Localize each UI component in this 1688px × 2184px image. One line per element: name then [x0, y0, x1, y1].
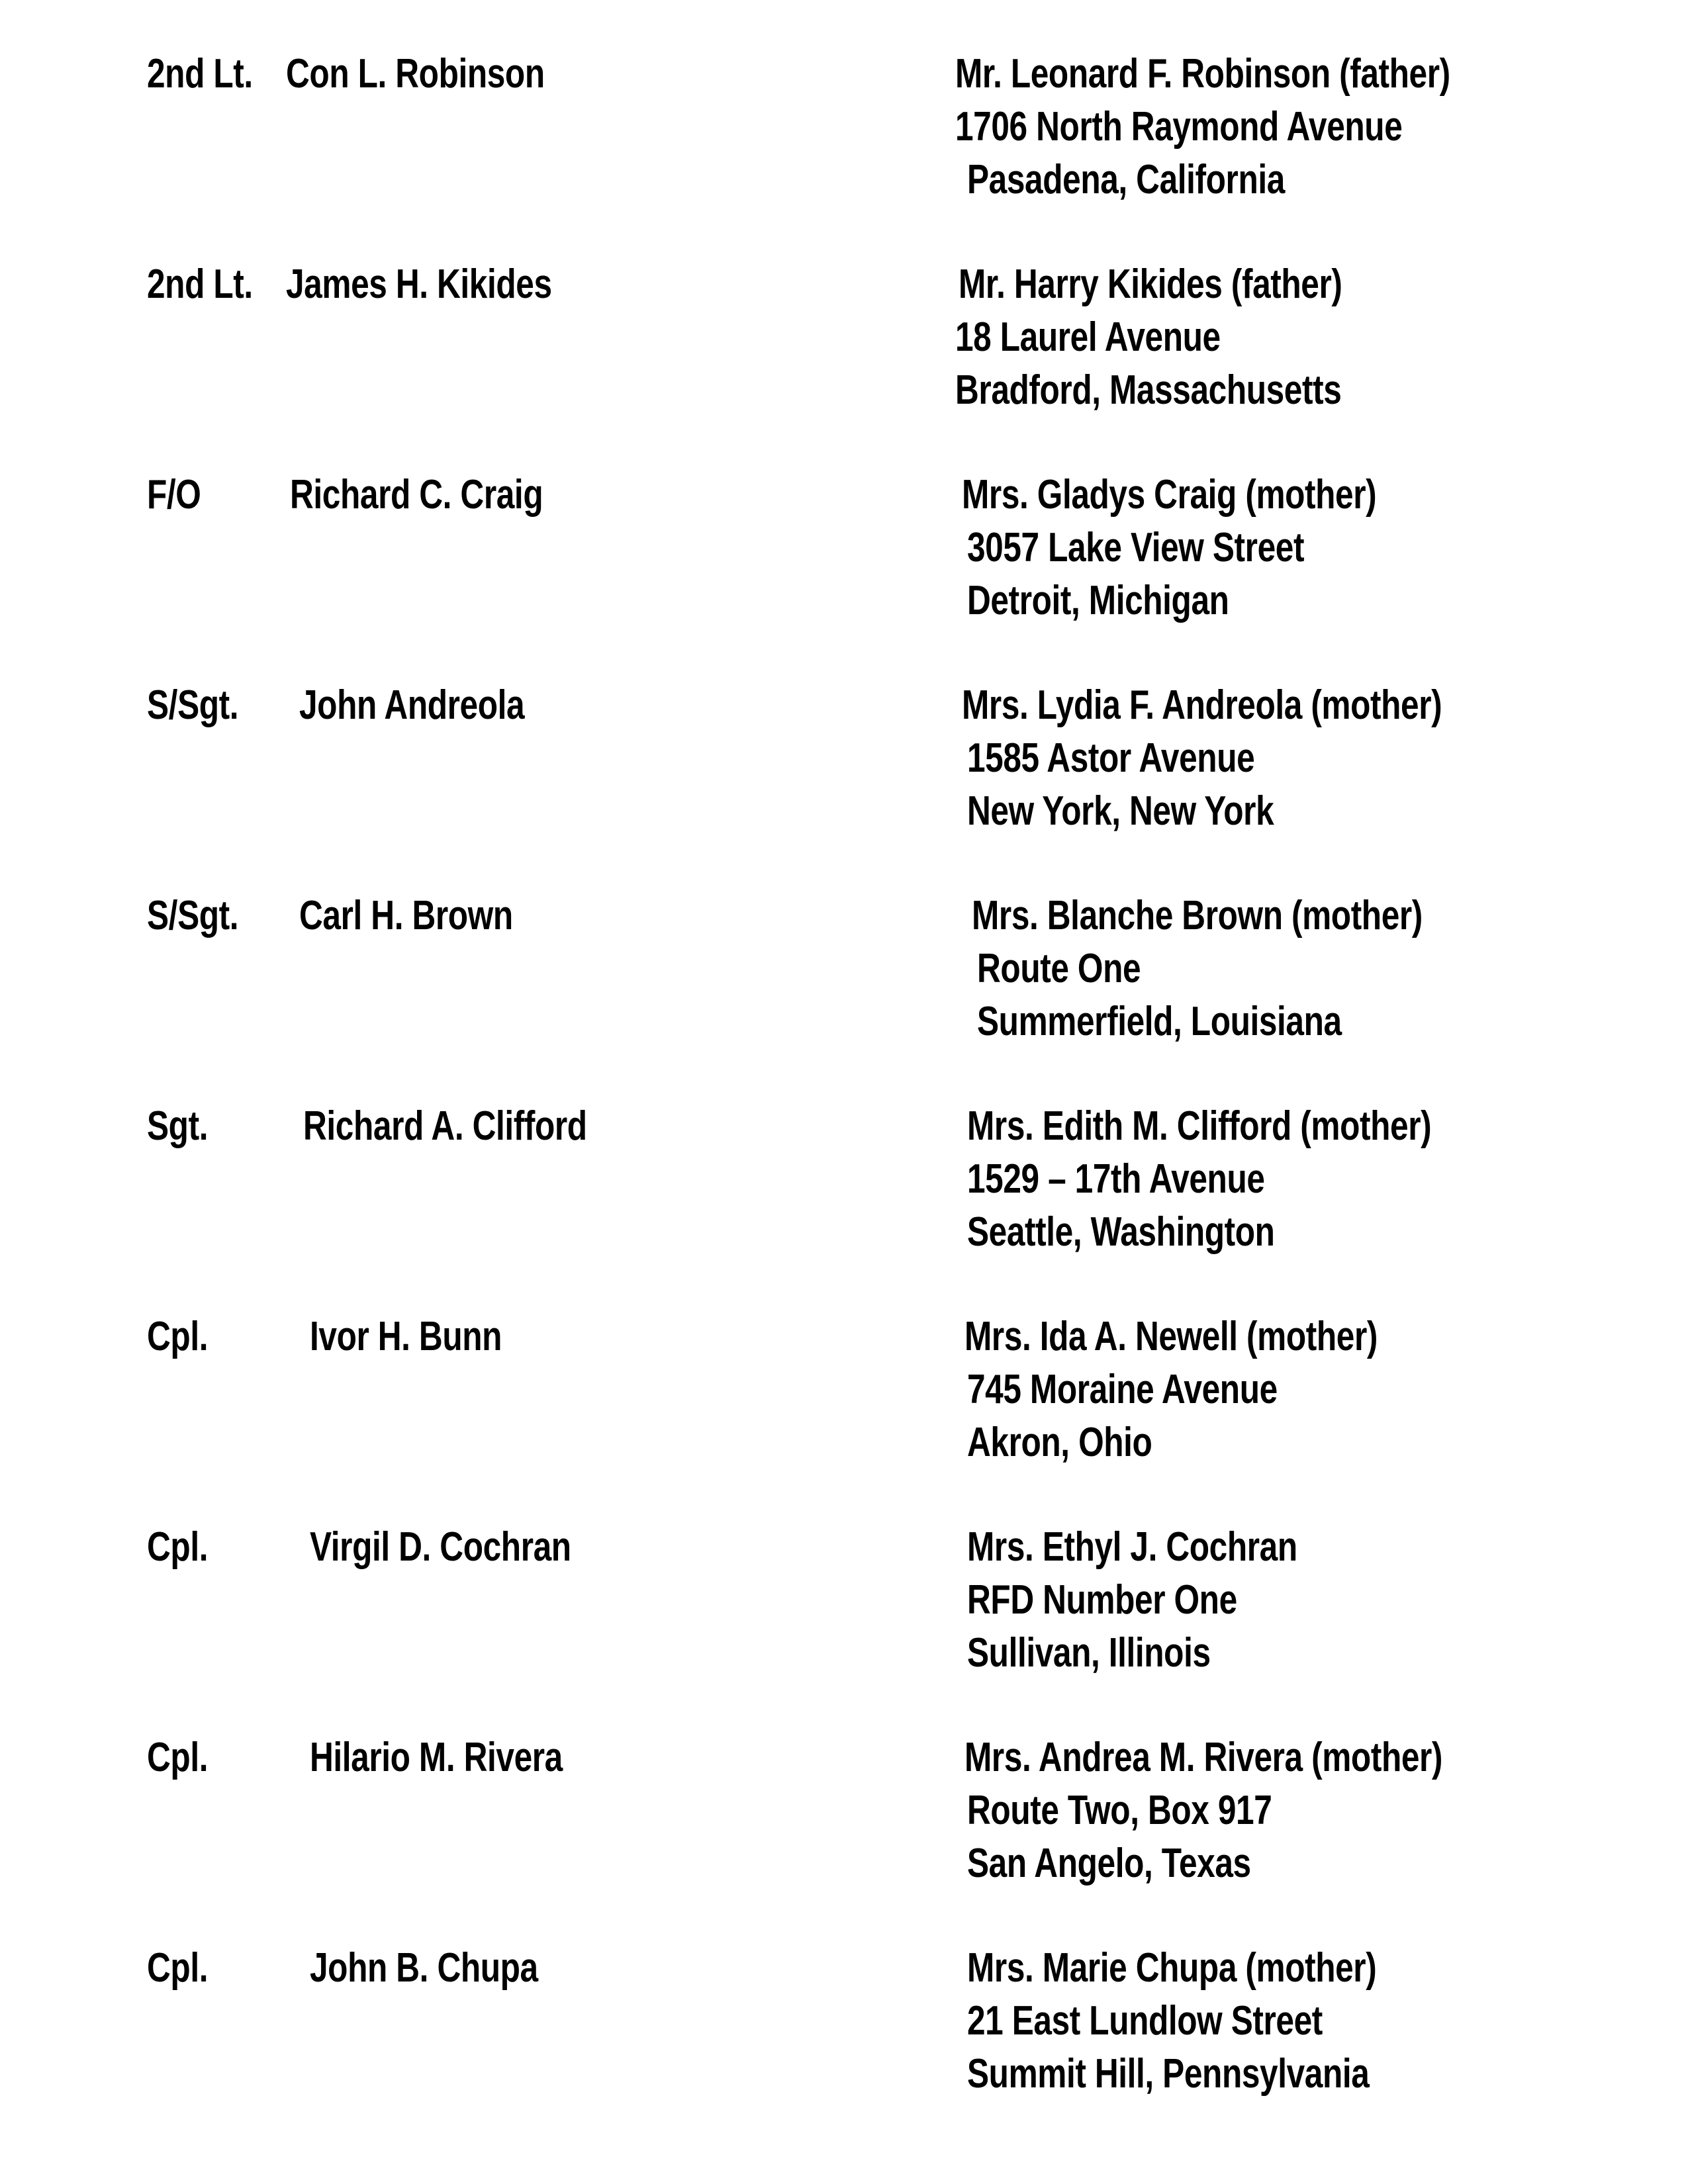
crew-name: John Andreola — [299, 682, 525, 728]
crew-name: Hilario M. Rivera — [310, 1735, 563, 1780]
contact-name: Mrs. Ida A. Newell (mother) — [964, 1314, 1378, 1359]
rank: Cpl. — [147, 1735, 209, 1780]
crew-entry — [0, 1731, 1688, 1930]
rank: Sgt. — [147, 1103, 209, 1149]
contact-name: Mrs. Ethyl J. Cochran — [967, 1524, 1297, 1570]
contact-street: 18 Laurel Avenue — [955, 314, 1221, 360]
crew-entry — [0, 469, 1688, 667]
rank: Cpl. — [147, 1314, 209, 1359]
contact-city: Summit Hill, Pennsylvania — [967, 2051, 1370, 2097]
crew-entry — [0, 1942, 1688, 2140]
contact-name: Mrs. Edith M. Clifford (mother) — [967, 1103, 1432, 1149]
crew-name: John B. Chupa — [310, 1945, 538, 1991]
crew-entry — [0, 1521, 1688, 1719]
crew-name: James H. Kikides — [286, 261, 552, 307]
contact-street: 1585 Astor Avenue — [967, 735, 1255, 781]
contact-street: Route Two, Box 917 — [967, 1788, 1272, 1833]
crew-entry — [0, 1100, 1688, 1298]
contact-name: Mr. Harry Kikides (father) — [959, 261, 1342, 307]
crew-name: Virgil D. Cochran — [310, 1524, 571, 1570]
contact-city: Sullivan, Illinois — [967, 1630, 1211, 1676]
contact-name: Mrs. Gladys Craig (mother) — [962, 472, 1377, 518]
contact-street: 1529 – 17th Avenue — [967, 1156, 1265, 1202]
contact-name: Mrs. Marie Chupa (mother) — [967, 1945, 1377, 1991]
contact-name: Mrs. Andrea M. Rivera (mother) — [964, 1735, 1443, 1780]
crew-name: Con L. Robinson — [286, 51, 545, 97]
rank: F/O — [147, 472, 201, 518]
crew-name: Ivor H. Bunn — [310, 1314, 502, 1359]
crew-entry — [0, 889, 1688, 1088]
crew-name: Richard A. Clifford — [303, 1103, 587, 1149]
contact-street: 1706 North Raymond Avenue — [955, 104, 1403, 150]
contact-city: Detroit, Michigan — [967, 578, 1229, 623]
rank: 2nd Lt. — [147, 51, 253, 97]
rank: S/Sgt. — [147, 682, 239, 728]
crew-name: Richard C. Craig — [290, 472, 543, 518]
contact-street: 3057 Lake View Street — [967, 525, 1305, 570]
contact-street: 745 Moraine Avenue — [967, 1367, 1278, 1412]
rank: 2nd Lt. — [147, 261, 253, 307]
contact-city: Bradford, Massachusetts — [955, 367, 1342, 413]
crew-name: Carl H. Brown — [299, 893, 513, 938]
contact-city: Summerfield, Louisiana — [977, 999, 1342, 1044]
crew-entry — [0, 258, 1688, 457]
rank: Cpl. — [147, 1945, 209, 1991]
contact-name: Mrs. Blanche Brown (mother) — [972, 893, 1423, 938]
crew-entry — [0, 48, 1688, 246]
crew-entry — [0, 679, 1688, 878]
rank: Cpl. — [147, 1524, 209, 1570]
contact-street: 21 East Lundlow Street — [967, 1998, 1323, 2044]
contact-street: Route One — [977, 946, 1141, 991]
contact-city: Akron, Ohio — [967, 1420, 1152, 1465]
contact-name: Mr. Leonard F. Robinson (father) — [955, 51, 1450, 97]
crew-entry — [0, 1310, 1688, 1509]
contact-city: San Angelo, Texas — [967, 1841, 1251, 1886]
contact-name: Mrs. Lydia F. Andreola (mother) — [962, 682, 1442, 728]
contact-street: RFD Number One — [967, 1577, 1237, 1623]
contact-city: New York, New York — [967, 788, 1274, 834]
contact-city: Seattle, Washington — [967, 1209, 1275, 1255]
contact-city: Pasadena, California — [967, 157, 1285, 203]
rank: S/Sgt. — [147, 893, 239, 938]
